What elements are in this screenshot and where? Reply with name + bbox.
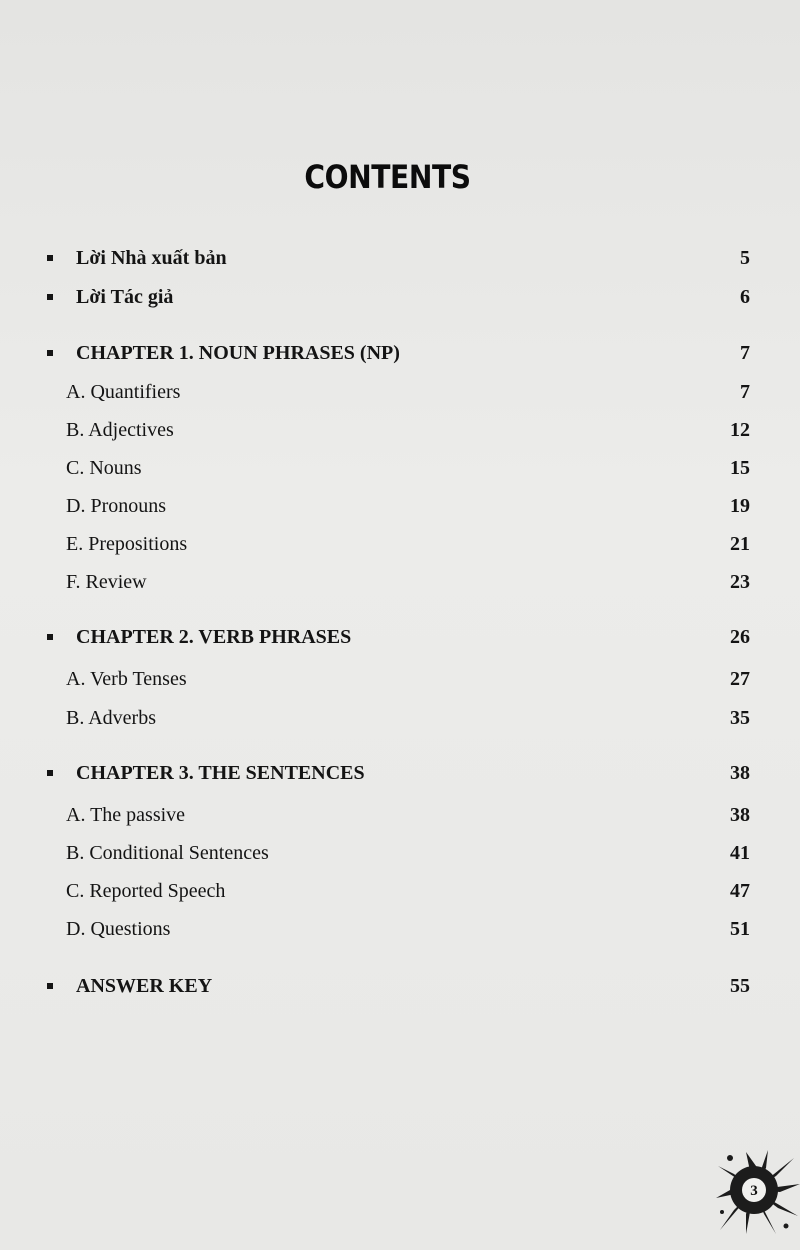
bullet-icon: [47, 255, 53, 261]
toc-entry-page: 47: [730, 880, 750, 902]
toc-entry-page: 55: [730, 975, 750, 997]
toc-subentry: [0, 664, 800, 694]
toc-subentry: [0, 415, 800, 445]
toc-subentry: [0, 800, 800, 830]
toc-subentry-label: A. Verb Tenses: [66, 668, 187, 690]
toc-entry-page: 6: [740, 286, 750, 308]
bullet-icon: [47, 294, 53, 300]
toc-entry-page: 38: [730, 804, 750, 826]
toc-entry-page: 5: [740, 247, 750, 269]
toc-chapter-label: CHAPTER 1. NOUN PHRASES (NP): [76, 342, 400, 364]
toc-entry-page: 38: [730, 762, 750, 784]
toc-entry-page: 41: [730, 842, 750, 864]
toc-chapter-label: CHAPTER 2. VERB PHRASES: [76, 626, 352, 648]
toc-subentry: [0, 453, 800, 483]
toc-subentry: [0, 703, 800, 733]
toc-entry-page: 7: [740, 342, 750, 364]
toc-subentry-label: D. Pronouns: [66, 495, 167, 517]
bullet-icon: [47, 350, 53, 356]
toc-entry-page: 26: [730, 626, 750, 648]
toc-entry-page: 12: [730, 419, 750, 441]
toc-subentry-label: B. Conditional Sentences: [66, 842, 269, 864]
toc-subentry: [0, 876, 800, 906]
toc-entry-page: 23: [730, 571, 750, 593]
toc-entry: [0, 243, 800, 273]
toc-subentry-label: A. Quantifiers: [66, 381, 181, 403]
toc-subentry-label: B. Adverbs: [66, 707, 156, 729]
toc-chapter: [0, 758, 800, 788]
page-number: 3: [750, 1183, 758, 1199]
toc-subentry-label: C. Reported Speech: [66, 880, 226, 902]
toc-subentry: [0, 491, 800, 521]
bullet-icon: [47, 634, 53, 640]
toc-subentry: [0, 377, 800, 407]
contents-title: CONTENTS: [304, 158, 471, 196]
toc-entry-page: 19: [730, 495, 750, 517]
toc-chapter: [0, 338, 800, 368]
toc-subentry-label: E. Prepositions: [66, 533, 188, 555]
toc-subentry-label: F. Review: [66, 571, 147, 593]
toc-entry: [0, 282, 800, 312]
toc-subentry-label: D. Questions: [66, 918, 171, 940]
toc-entry-page: 35: [730, 707, 750, 729]
toc-entry-label: Lời Tác giả: [76, 286, 174, 308]
toc-subentry: [0, 567, 800, 597]
toc-entry-label: Lời Nhà xuất bản: [76, 247, 227, 269]
toc-chapter-label: CHAPTER 3. THE SENTENCES: [76, 762, 365, 784]
toc-entry-page: 51: [730, 918, 750, 940]
bullet-icon: [47, 770, 53, 776]
toc-chapter: [0, 622, 800, 652]
toc-entry-page: 7: [740, 381, 750, 403]
toc-subentry-label: A. The passive: [66, 804, 186, 826]
toc-subentry-label: C. Nouns: [66, 457, 142, 479]
toc-subentry: [0, 838, 800, 868]
toc-subentry-label: B. Adjectives: [66, 419, 174, 441]
toc-chapter-label: ANSWER KEY: [76, 975, 213, 997]
bullet-icon: [47, 983, 53, 989]
toc-entry-page: 27: [730, 668, 750, 690]
toc-subentry: [0, 914, 800, 944]
toc-entry-page: 15: [730, 457, 750, 479]
toc-chapter: [0, 971, 800, 1001]
toc-subentry: [0, 529, 800, 559]
toc-entry-page: 21: [730, 533, 750, 555]
